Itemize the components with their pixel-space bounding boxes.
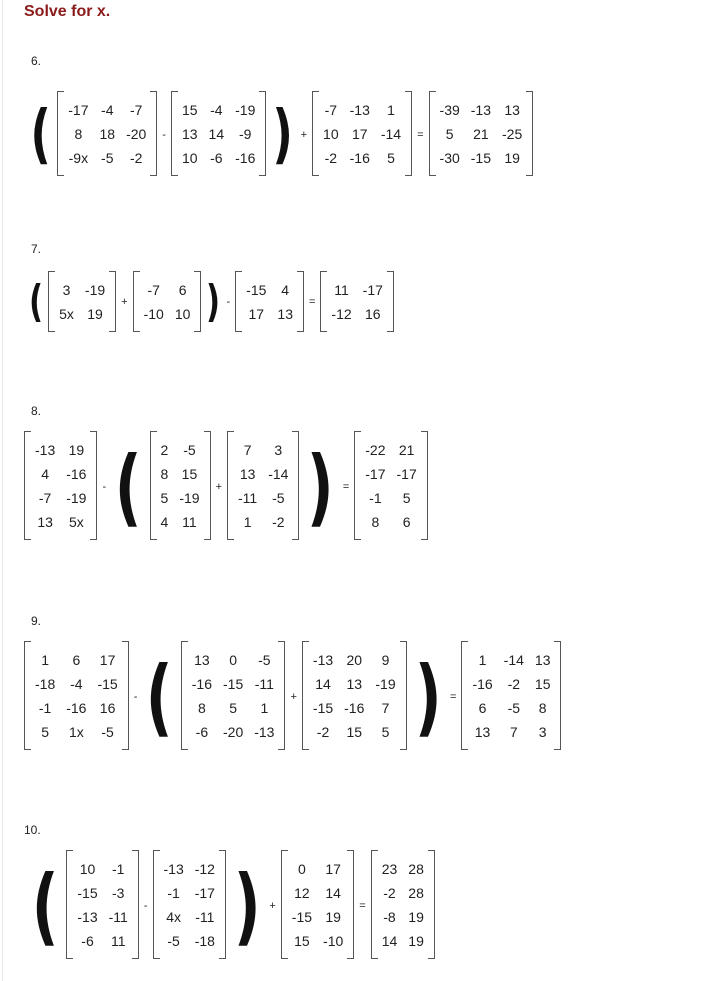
matrix-cell: 1: [260, 700, 269, 716]
operator: =: [342, 480, 350, 493]
matrix: [22, 651, 131, 742]
matrix-cell: 19: [504, 150, 520, 166]
matrix-cell: 8: [160, 466, 169, 482]
matrix-cell: -15: [470, 150, 491, 166]
matrix-cell: -14: [503, 652, 524, 668]
matrix-cell: 17: [351, 126, 368, 142]
matrix-cell: -16: [66, 700, 87, 716]
matrix-cell: 4: [281, 281, 290, 298]
matrix-cell: -17: [362, 281, 383, 298]
matrix-cell: 19: [408, 933, 424, 949]
matrix-cell: 6: [178, 281, 187, 298]
matrix-cell: -15: [77, 885, 98, 901]
page-title: Solve for x.: [24, 3, 111, 20]
matrix-cell: 5: [41, 724, 50, 740]
matrix: [427, 101, 536, 168]
matrix-cell: -13: [35, 442, 56, 458]
matrix: [279, 860, 356, 951]
matrix: [179, 651, 288, 742]
operator: -: [133, 690, 138, 703]
matrix-cell: 8: [74, 126, 83, 142]
matrix-cell: 0: [298, 861, 306, 877]
matrix-cell: -17: [365, 466, 386, 482]
matrix-cell: 13: [37, 514, 53, 530]
matrix-cell: -6: [210, 150, 223, 166]
matrix-cell: -2: [507, 676, 521, 692]
open-parenthesis: (: [31, 856, 59, 955]
operator: +: [290, 690, 297, 703]
matrix-cell: -15: [246, 281, 267, 298]
matrix-cell: -1: [112, 861, 125, 877]
matrix-cell: 5x: [59, 305, 74, 322]
matrix-cell: -19: [375, 676, 396, 692]
matrix-cell: -9: [239, 126, 252, 142]
matrix-cell: 10: [181, 150, 198, 166]
matrix-cell: 13: [534, 652, 551, 668]
matrix-cell: -16: [66, 466, 87, 482]
matrix-cell: 5: [387, 150, 395, 166]
matrix-cell: -5: [258, 652, 271, 668]
matrix-cell: 19: [87, 305, 103, 322]
matrix-cell: 13: [346, 676, 363, 692]
matrix-cell: -14: [268, 466, 289, 482]
matrix: [233, 281, 306, 324]
matrix-cell: 13: [277, 305, 293, 322]
matrix-cell: -30: [439, 150, 460, 166]
matrix-cell: 1x: [68, 724, 84, 740]
problem-number: 6.: [31, 54, 42, 68]
matrix-cell: 20: [346, 652, 363, 668]
matrix-cell: -22: [365, 442, 386, 458]
matrix-cell: -15: [312, 700, 334, 716]
matrix-cell: -16: [472, 676, 493, 692]
operator: -: [162, 128, 166, 141]
matrix-cell: -11: [238, 490, 258, 506]
matrix-cell: 1: [478, 652, 487, 668]
matrix-cell: 11: [334, 281, 349, 298]
matrix-cell: 5: [381, 724, 390, 740]
operator: =: [450, 690, 457, 703]
matrix-cell: -13: [349, 102, 370, 118]
matrix-cell: -13: [254, 724, 275, 740]
matrix: [22, 441, 99, 532]
problem-10-equation: [26, 856, 437, 955]
matrix-cell: 15: [181, 466, 198, 482]
matrix-cell: -20: [223, 724, 244, 740]
matrix-cell: 1: [387, 102, 395, 118]
matrix-cell: -12: [194, 861, 215, 877]
matrix-cell: -18: [35, 676, 56, 692]
matrix-cell: 18: [99, 126, 116, 142]
matrix-cell: -19: [179, 490, 200, 506]
close-parenthesis: ): [233, 856, 261, 955]
matrix-cell: 3: [538, 724, 547, 740]
matrix-cell: 3: [62, 281, 71, 298]
matrix-cell: -2: [316, 724, 330, 740]
open-parenthesis: (: [30, 97, 51, 172]
operator: -: [102, 480, 107, 493]
matrix-cell: -11: [254, 676, 274, 692]
matrix-cell: 13: [504, 102, 520, 118]
matrix-cell: -2: [129, 150, 143, 166]
matrix: [148, 441, 213, 532]
matrix-cell: -10: [143, 305, 164, 322]
close-parenthesis: ): [414, 647, 442, 746]
matrix-cell: -17: [396, 466, 417, 482]
matrix-cell: 15: [294, 933, 310, 949]
matrix-cell: 4: [41, 466, 50, 482]
matrix-cell: 6: [478, 700, 487, 716]
matrix-cell: 7: [381, 700, 390, 716]
matrix-cell: 28: [408, 885, 424, 901]
matrix-cell: -18: [194, 933, 215, 949]
problem-number: 10.: [24, 823, 41, 837]
matrix-cell: 16: [99, 700, 116, 716]
matrix-cell: 15: [181, 102, 198, 118]
matrix-cell: -7: [324, 102, 338, 118]
matrix: [169, 101, 268, 168]
matrix-cell: 6: [72, 652, 81, 668]
matrix-cell: 12: [294, 885, 310, 901]
matrix-cell: 3: [274, 442, 283, 458]
matrix-cell: -19: [235, 102, 256, 118]
matrix-cell: -5: [507, 700, 521, 716]
matrix-cell: -4: [70, 676, 83, 692]
matrix-cell: 5: [229, 700, 238, 716]
matrix: [131, 281, 204, 324]
matrix-cell: -13: [163, 861, 184, 877]
matrix-cell: 19: [325, 909, 341, 925]
problem-8-equation: [22, 437, 430, 536]
matrix-cell: 8: [538, 700, 547, 716]
matrix-cell: 17: [325, 861, 341, 877]
operator: =: [308, 296, 316, 308]
matrix-cell: -5: [167, 933, 180, 949]
open-parenthesis: (: [146, 647, 174, 746]
matrix-cell: -1: [369, 490, 382, 506]
matrix-cell: -5: [101, 150, 114, 166]
matrix-cell: -3: [112, 885, 125, 901]
matrix-cell: 4x: [166, 909, 182, 925]
matrix-cell: 21: [398, 442, 415, 458]
matrix-cell: -7: [129, 102, 143, 118]
matrix-cell: -20: [126, 126, 147, 142]
matrix-cell: -15: [97, 676, 118, 692]
matrix-cell: -16: [349, 150, 370, 166]
matrix-cell: 10: [79, 861, 96, 877]
matrix-cell: -2: [383, 885, 396, 901]
matrix-cell: -13: [470, 102, 491, 118]
matrix-cell: -6: [195, 724, 209, 740]
matrix-cell: -15: [291, 909, 313, 925]
matrix-cell: -17: [194, 885, 215, 901]
matrix-cell: 1: [243, 514, 252, 530]
open-parenthesis: (: [29, 276, 44, 327]
operator: =: [417, 128, 424, 141]
matrix: [151, 860, 228, 951]
operator: +: [215, 480, 222, 493]
matrix-cell: 23: [381, 861, 398, 877]
matrix-cell: 13: [474, 724, 491, 740]
operator: =: [359, 899, 366, 912]
matrix: [352, 441, 429, 532]
matrix-cell: -7: [38, 490, 52, 506]
matrix: [459, 651, 563, 742]
matrix-cell: 5: [402, 490, 411, 506]
matrix-cell: 17: [248, 305, 265, 322]
matrix-cell: 19: [68, 442, 85, 458]
matrix: [55, 101, 159, 168]
matrix-cell: 8: [371, 514, 380, 530]
matrix-cell: -2: [272, 514, 285, 530]
matrix-cell: 11: [182, 514, 197, 530]
matrix-cell: 17: [99, 652, 116, 668]
close-parenthesis: ): [272, 97, 294, 172]
matrix-cell: -2: [324, 150, 338, 166]
matrix-cell: -16: [235, 150, 256, 166]
page-left-border: [2, 0, 3, 981]
matrix-cell: -25: [502, 126, 523, 142]
matrix-cell: -1: [167, 885, 180, 901]
matrix-cell: -11: [108, 909, 128, 925]
matrix-cell: -5: [183, 442, 196, 458]
matrix-cell: -13: [312, 652, 334, 668]
matrix-cell: 14: [315, 676, 331, 692]
matrix-cell: -19: [84, 281, 106, 298]
matrix-cell: 15: [534, 676, 551, 692]
matrix-cell: 14: [381, 933, 398, 949]
matrix-cell: -5: [101, 724, 114, 740]
matrix-cell: -19: [66, 490, 87, 506]
matrix-cell: 13: [181, 126, 198, 142]
matrix: [310, 101, 414, 168]
matrix-cell: 14: [208, 126, 225, 142]
matrix-cell: 11: [110, 933, 126, 949]
matrix: [318, 281, 395, 324]
matrix-cell: 9: [381, 652, 390, 668]
matrix-cell: 28: [408, 861, 424, 877]
matrix-cell: 10: [323, 126, 339, 142]
matrix-cell: 1: [41, 652, 50, 668]
matrix-cell: 16: [364, 305, 381, 322]
matrix-cell: -39: [439, 102, 460, 118]
open-parenthesis: (: [114, 437, 142, 536]
matrix-cell: 21: [473, 126, 489, 142]
matrix-cell: -12: [331, 305, 352, 322]
matrix-cell: -16: [191, 676, 212, 692]
matrix-cell: -10: [323, 933, 344, 949]
matrix-cell: 2: [160, 442, 169, 458]
matrix-cell: -6: [81, 933, 94, 949]
matrix-cell: 5x: [68, 514, 84, 530]
operator: +: [300, 128, 308, 141]
operator: -: [226, 296, 231, 308]
problem-9-equation: [22, 647, 563, 746]
matrix-cell: 5: [160, 490, 169, 506]
problem-number: 9.: [31, 614, 42, 628]
matrix-cell: 19: [408, 909, 424, 925]
problem-6-equation: [26, 97, 535, 172]
matrix-cell: 8: [197, 700, 206, 716]
operator: -: [143, 899, 148, 912]
matrix-cell: 13: [239, 466, 256, 482]
matrix-cell: -4: [210, 102, 223, 118]
matrix-cell: -17: [68, 102, 89, 118]
matrix: [46, 281, 118, 324]
matrix-cell: -8: [383, 909, 396, 925]
matrix: [64, 860, 140, 951]
matrix-cell: -13: [77, 909, 98, 925]
matrix-cell: -1: [38, 700, 52, 716]
matrix-cell: 0: [229, 652, 238, 668]
matrix-cell: -14: [380, 126, 402, 142]
matrix-cell: -4: [101, 102, 114, 118]
matrix: [225, 441, 301, 532]
operator: +: [269, 899, 276, 912]
matrix-cell: 14: [325, 885, 341, 901]
matrix-cell: -15: [223, 676, 244, 692]
problem-number: 7.: [31, 242, 42, 256]
matrix-cell: 7: [243, 442, 252, 458]
matrix-cell: 4: [160, 514, 169, 530]
matrix-cell: 5: [445, 126, 454, 142]
matrix-cell: -7: [147, 281, 160, 298]
close-parenthesis: ): [206, 276, 221, 327]
matrix: [300, 651, 409, 742]
operator: +: [121, 296, 128, 308]
matrix-cell: 13: [194, 652, 210, 668]
matrix-cell: -5: [272, 490, 285, 506]
matrix-cell: 15: [346, 724, 363, 740]
matrix-cell: -16: [344, 700, 365, 716]
matrix-cell: -9x: [68, 150, 89, 166]
problem-number: 8.: [31, 404, 42, 418]
matrix-cell: 7: [509, 724, 518, 740]
close-parenthesis: ): [307, 437, 335, 536]
matrix-cell: -11: [195, 909, 215, 925]
matrix: [369, 860, 437, 951]
matrix-cell: 6: [402, 514, 411, 530]
matrix-cell: 10: [174, 305, 191, 322]
problem-7-equation: [26, 276, 396, 327]
